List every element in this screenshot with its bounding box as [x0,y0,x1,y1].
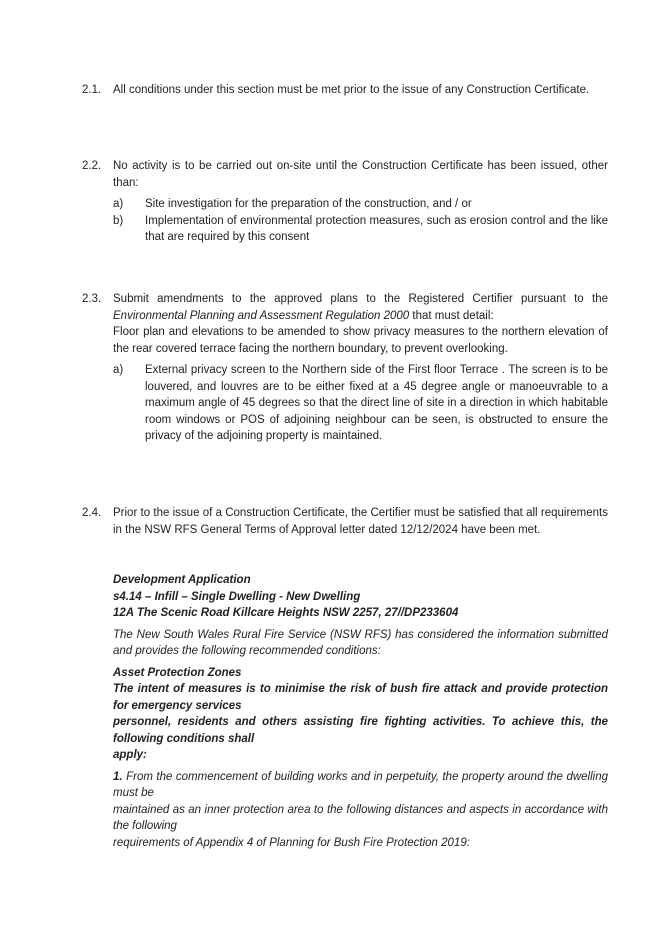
list-item-label: a) [113,198,124,210]
list-item-label: a) [113,364,124,376]
list-item [113,362,608,445]
clause-2-1 [82,82,608,99]
clause-2-2 [82,158,608,246]
clause-text: No activity is to be carried out on-site until the Construction Certificate has been issued, other than: [113,160,608,189]
condition-1-line-2: maintained as an inner protection area to the following distances and aspects in accordance with the following [113,803,608,832]
list-item-text: External privacy screen to the Northern side of the First floor Terrace . The screen is to be louvered, and louvres are to be either fixed at a 45 degree angle or manoeuvrable to a maximum angle of 45 degrees so that the direct line of site in a direction in which habitable room windows or POS of adjoining neighbour can be seen, is obstructed to ensure the privacy of the adjoining property is maintained. [145,364,608,442]
apz-intent-1: The intent of measures is to minimise the risk of bush fire attack and provide protection for emergency services [113,683,608,712]
apz-intent-3: apply: [113,749,147,761]
heading-type: s4.14 – Infill – Single Dwelling - New Dwelling [113,590,361,603]
heading-application: Development Application [113,574,251,586]
list-item-text: Site investigation for the preparation of the construction, and / or [145,198,472,210]
clause-number: 2.4. [82,507,102,519]
clause-number: 2.3. [82,293,102,305]
clause-number: 2.2. [82,160,102,172]
condition-number: 1. [113,770,123,783]
condition-1-line-3: requirements of Appendix 4 of Planning for Bush Fire Protection 2019: [113,836,470,849]
apz-intent-2: personnel, residents and others assisting fire fighting activities. To achieve this, the following conditions shall [113,716,608,745]
rfs-conditions [113,572,608,851]
list-item [113,196,608,213]
clause-text: Prior to the issue of a Construction Certificate, the Certifier must be satisfied that all requirements in the NSW RFS General Terms of Approval letter dated 12/12/2024 have been met. [113,507,608,536]
heading-address: 12A The Scenic Road Killcare Heights NSW 2257, 27//DP233604 [113,607,459,619]
list-item [113,213,608,246]
clause-text-part: Submit amendments to the approved plans to the Registered Certifier pursuant to the [113,293,608,305]
clause-2-3 [82,291,608,445]
list-item-text: Implementation of environmental protection measures, such as erosion control and the like that are required by this consent [145,214,608,243]
clause-text-2: Floor plan and elevations to be amended to show privacy measures to the northern elevation of the rear covered terrace facing the northern boundary, to prevent overlooking. [113,326,608,355]
apz-title: Asset Protection Zones [113,666,242,679]
rfs-intro: The New South Wales Rural Fire Service (NSW RFS) has considered the information submitted and provides the following recommended conditions: [113,628,608,657]
list-item-label: b) [113,214,124,227]
condition-text: From the commencement of building works and in perpetuity, the property around the dwelling must be [113,770,608,799]
clause-2-4 [82,505,608,538]
clause-text: All conditions under this section must be met prior to the issue of any Construction Certificate. [113,84,590,96]
clause-text [113,291,608,324]
clause-text-part: that must detail: [409,309,494,322]
regulation-name: Environmental Planning and Assessment Regulation 2000 [113,309,410,322]
clause-number: 2.1. [82,84,102,96]
condition-1-line-1 [113,769,608,802]
